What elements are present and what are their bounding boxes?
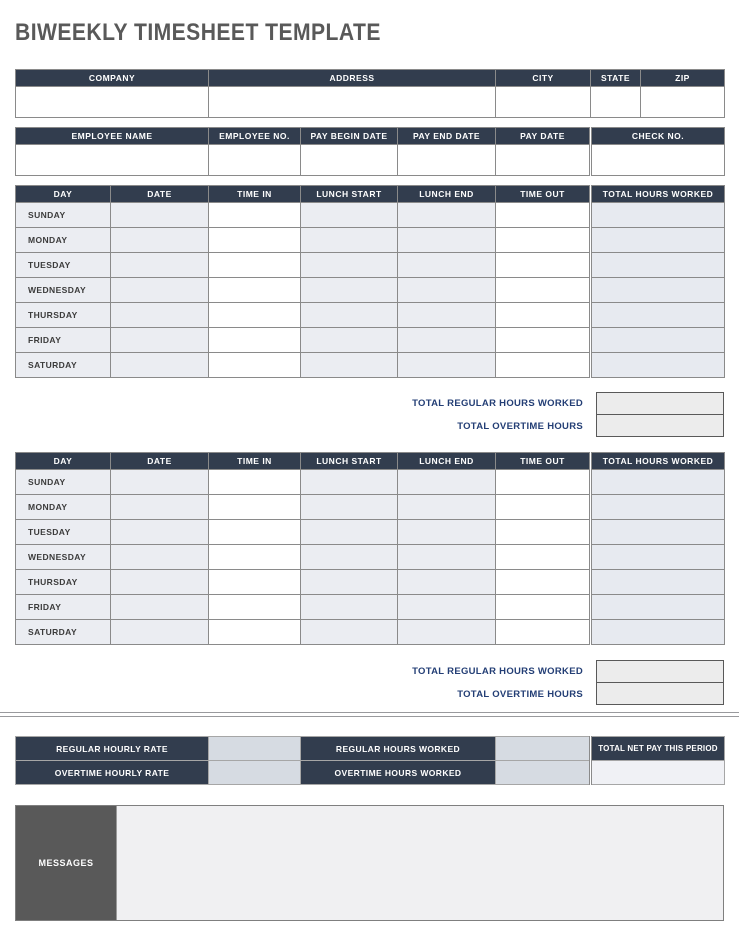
time-out-cell[interactable] xyxy=(496,303,591,328)
time-in-cell[interactable] xyxy=(209,545,301,570)
pay-begin-date-input-cell[interactable] xyxy=(301,145,398,176)
column-header-time-in: TIME IN xyxy=(209,453,301,470)
lunch-start-cell[interactable] xyxy=(301,495,398,520)
column-header-lunch-start: LUNCH START xyxy=(301,453,398,470)
time-out-cell[interactable] xyxy=(496,495,591,520)
day-label: WEDNESDAY xyxy=(16,278,111,303)
week2-totals xyxy=(15,660,724,706)
day-label: THURSDAY xyxy=(16,303,111,328)
table-row-monday xyxy=(16,495,725,520)
column-header-city: CITY xyxy=(496,70,591,87)
total-overtime-hours-input[interactable] xyxy=(596,682,724,705)
lunch-end-cell[interactable] xyxy=(398,495,496,520)
column-header-time-out: TIME OUT xyxy=(496,453,591,470)
total-hours-cell[interactable] xyxy=(591,545,725,570)
lunch-end-cell[interactable] xyxy=(398,303,496,328)
total-regular-hours-label: TOTAL REGULAR HOURS WORKED xyxy=(412,398,583,409)
column-header-pay-begin-date: PAY BEGIN DATE xyxy=(301,128,398,145)
table-row-tuesday xyxy=(16,253,725,278)
table-row-saturday xyxy=(16,620,725,645)
day-label: FRIDAY xyxy=(16,595,111,620)
overtime-hours-worked-label: OVERTIME HOURS WORKED xyxy=(301,761,496,785)
lunch-end-cell[interactable] xyxy=(398,470,496,495)
time-out-cell[interactable] xyxy=(496,595,591,620)
pay-summary-row-overtime xyxy=(16,761,725,785)
day-label: FRIDAY xyxy=(16,328,111,353)
day-label: TUESDAY xyxy=(16,520,111,545)
total-hours-cell[interactable] xyxy=(591,570,725,595)
day-label: MONDAY xyxy=(16,495,111,520)
week1-header-row xyxy=(16,186,725,203)
company-input-cell[interactable] xyxy=(16,87,209,118)
date-cell[interactable] xyxy=(111,303,209,328)
lunch-end-cell[interactable] xyxy=(398,545,496,570)
time-in-cell[interactable] xyxy=(209,303,301,328)
regular-hours-worked-input[interactable] xyxy=(496,737,591,761)
total-hours-cell[interactable] xyxy=(591,520,725,545)
column-header-time-in: TIME IN xyxy=(209,186,301,203)
lunch-start-cell[interactable] xyxy=(301,570,398,595)
time-out-cell[interactable] xyxy=(496,228,591,253)
total-hours-cell[interactable] xyxy=(591,278,725,303)
lunch-end-cell[interactable] xyxy=(398,278,496,303)
company-info-table xyxy=(15,69,725,118)
time-in-cell[interactable] xyxy=(209,520,301,545)
lunch-start-cell[interactable] xyxy=(301,595,398,620)
employee-header-row xyxy=(16,128,725,145)
column-header-day: DAY xyxy=(16,453,111,470)
pay-summary-row-regular xyxy=(16,737,725,761)
pay-end-date-input-cell[interactable] xyxy=(398,145,496,176)
time-out-cell[interactable] xyxy=(496,328,591,353)
time-out-cell[interactable] xyxy=(496,570,591,595)
time-in-cell[interactable] xyxy=(209,595,301,620)
table-row-tuesday xyxy=(16,520,725,545)
messages-section xyxy=(15,805,724,921)
column-header-day: DAY xyxy=(16,186,111,203)
regular-hours-worked-label: REGULAR HOURS WORKED xyxy=(301,737,496,761)
time-in-cell[interactable] xyxy=(209,328,301,353)
lunch-start-cell[interactable] xyxy=(301,353,398,378)
date-cell[interactable] xyxy=(111,353,209,378)
day-label: TUESDAY xyxy=(16,253,111,278)
lunch-end-cell[interactable] xyxy=(398,203,496,228)
lunch-end-cell[interactable] xyxy=(398,595,496,620)
time-out-cell[interactable] xyxy=(496,470,591,495)
date-cell[interactable] xyxy=(111,570,209,595)
column-header-lunch-end: LUNCH END xyxy=(398,186,496,203)
column-header-check-no: CHECK NO. xyxy=(591,128,725,145)
date-cell[interactable] xyxy=(111,495,209,520)
day-label: WEDNESDAY xyxy=(16,545,111,570)
column-header-state: STATE xyxy=(591,70,641,87)
messages-input-area[interactable] xyxy=(116,806,723,920)
time-out-cell[interactable] xyxy=(496,545,591,570)
state-input-cell[interactable] xyxy=(591,87,641,118)
employee-name-input-cell[interactable] xyxy=(16,145,209,176)
day-label: SATURDAY xyxy=(16,620,111,645)
date-cell[interactable] xyxy=(111,520,209,545)
total-hours-cell[interactable] xyxy=(591,470,725,495)
total-hours-cell[interactable] xyxy=(591,253,725,278)
time-out-cell[interactable] xyxy=(496,278,591,303)
date-cell[interactable] xyxy=(111,228,209,253)
employee-no-input-cell[interactable] xyxy=(209,145,301,176)
lunch-start-cell[interactable] xyxy=(301,620,398,645)
table-row-thursday xyxy=(16,570,725,595)
column-header-employee-no: EMPLOYEE NO. xyxy=(209,128,301,145)
lunch-start-cell[interactable] xyxy=(301,303,398,328)
employee-info-table xyxy=(15,127,725,176)
lunch-start-cell[interactable] xyxy=(301,203,398,228)
column-header-total-hours: TOTAL HOURS WORKED xyxy=(591,453,725,470)
time-in-cell[interactable] xyxy=(209,203,301,228)
total-net-pay-label: TOTAL NET PAY THIS PERIOD xyxy=(591,737,725,761)
table-row-wednesday xyxy=(16,545,725,570)
page-title: BIWEEKLY TIMESHEET TEMPLATE xyxy=(15,19,381,46)
column-header-date: DATE xyxy=(111,453,209,470)
column-header-employee-name: EMPLOYEE NAME xyxy=(16,128,209,145)
table-row-monday xyxy=(16,228,725,253)
total-overtime-hours-label: TOTAL OVERTIME HOURS xyxy=(457,421,583,432)
column-header-time-out: TIME OUT xyxy=(496,186,591,203)
zip-input-cell[interactable] xyxy=(641,87,725,118)
table-row-friday xyxy=(16,595,725,620)
regular-hourly-rate-label: REGULAR HOURLY RATE xyxy=(16,737,209,761)
lunch-end-cell[interactable] xyxy=(398,253,496,278)
employee-input-row xyxy=(16,145,725,176)
total-net-pay-input[interactable] xyxy=(591,761,725,785)
messages-label: MESSAGES xyxy=(16,806,116,920)
time-in-cell[interactable] xyxy=(209,253,301,278)
timesheet-page xyxy=(15,0,724,921)
overtime-hourly-rate-input[interactable] xyxy=(209,761,301,785)
company-header-row xyxy=(16,70,725,87)
section-divider xyxy=(0,712,739,717)
check-no-input-cell[interactable] xyxy=(591,145,725,176)
date-cell[interactable] xyxy=(111,203,209,228)
table-row-sunday xyxy=(16,470,725,495)
lunch-start-cell[interactable] xyxy=(301,545,398,570)
time-in-cell[interactable] xyxy=(209,278,301,303)
total-overtime-hours-label: TOTAL OVERTIME HOURS xyxy=(457,689,583,700)
overtime-hours-worked-input[interactable] xyxy=(496,761,591,785)
column-header-total-hours: TOTAL HOURS WORKED xyxy=(591,186,725,203)
day-label: SUNDAY xyxy=(16,470,111,495)
column-header-lunch-end: LUNCH END xyxy=(398,453,496,470)
date-cell[interactable] xyxy=(111,278,209,303)
total-regular-hours-label: TOTAL REGULAR HOURS WORKED xyxy=(412,666,583,677)
regular-hourly-rate-input[interactable] xyxy=(209,737,301,761)
week1-totals xyxy=(15,392,724,438)
time-in-cell[interactable] xyxy=(209,620,301,645)
time-in-cell[interactable] xyxy=(209,228,301,253)
lunch-start-cell[interactable] xyxy=(301,253,398,278)
date-cell[interactable] xyxy=(111,253,209,278)
time-out-cell[interactable] xyxy=(496,203,591,228)
lunch-end-cell[interactable] xyxy=(398,570,496,595)
total-hours-cell[interactable] xyxy=(591,228,725,253)
column-header-lunch-start: LUNCH START xyxy=(301,186,398,203)
time-out-cell[interactable] xyxy=(496,520,591,545)
time-out-cell[interactable] xyxy=(496,353,591,378)
time-out-cell[interactable] xyxy=(496,620,591,645)
date-cell[interactable] xyxy=(111,470,209,495)
lunch-start-cell[interactable] xyxy=(301,328,398,353)
day-label: SATURDAY xyxy=(16,353,111,378)
column-header-pay-end-date: PAY END DATE xyxy=(398,128,496,145)
city-input-cell[interactable] xyxy=(496,87,591,118)
lunch-end-cell[interactable] xyxy=(398,353,496,378)
total-hours-cell[interactable] xyxy=(591,303,725,328)
total-hours-cell[interactable] xyxy=(591,495,725,520)
lunch-start-cell[interactable] xyxy=(301,228,398,253)
total-hours-cell[interactable] xyxy=(591,595,725,620)
table-row-wednesday xyxy=(16,278,725,303)
time-out-cell[interactable] xyxy=(496,253,591,278)
pay-summary-table xyxy=(15,736,725,785)
time-in-cell[interactable] xyxy=(209,353,301,378)
date-cell[interactable] xyxy=(111,328,209,353)
day-label: SUNDAY xyxy=(16,203,111,228)
lunch-end-cell[interactable] xyxy=(398,228,496,253)
overtime-hourly-rate-label: OVERTIME HOURLY RATE xyxy=(16,761,209,785)
table-row-thursday xyxy=(16,303,725,328)
lunch-start-cell[interactable] xyxy=(301,278,398,303)
total-hours-cell[interactable] xyxy=(591,353,725,378)
pay-date-input-cell[interactable] xyxy=(496,145,591,176)
column-header-date: DATE xyxy=(111,186,209,203)
time-in-cell[interactable] xyxy=(209,470,301,495)
date-cell[interactable] xyxy=(111,545,209,570)
lunch-end-cell[interactable] xyxy=(398,520,496,545)
column-header-zip: ZIP xyxy=(641,70,725,87)
company-input-row xyxy=(16,87,725,118)
time-in-cell[interactable] xyxy=(209,495,301,520)
table-row-friday xyxy=(16,328,725,353)
week1-table xyxy=(15,185,725,378)
lunch-start-cell[interactable] xyxy=(301,470,398,495)
total-hours-cell[interactable] xyxy=(591,203,725,228)
column-header-company: COMPANY xyxy=(16,70,209,87)
lunch-start-cell[interactable] xyxy=(301,520,398,545)
week2-table xyxy=(15,452,725,645)
day-label: MONDAY xyxy=(16,228,111,253)
total-regular-hours-input[interactable] xyxy=(596,660,724,683)
lunch-end-cell[interactable] xyxy=(398,328,496,353)
column-header-address: ADDRESS xyxy=(209,70,496,87)
total-hours-cell[interactable] xyxy=(591,620,725,645)
column-header-pay-date: PAY DATE xyxy=(496,128,591,145)
total-hours-cell[interactable] xyxy=(591,328,725,353)
total-overtime-hours-input[interactable] xyxy=(596,414,724,437)
day-label: THURSDAY xyxy=(16,570,111,595)
table-row-sunday xyxy=(16,203,725,228)
total-regular-hours-input[interactable] xyxy=(596,392,724,415)
date-cell[interactable] xyxy=(111,620,209,645)
week2-header-row xyxy=(16,453,725,470)
time-in-cell[interactable] xyxy=(209,570,301,595)
lunch-end-cell[interactable] xyxy=(398,620,496,645)
date-cell[interactable] xyxy=(111,595,209,620)
table-row-saturday xyxy=(16,353,725,378)
address-input-cell[interactable] xyxy=(209,87,496,118)
